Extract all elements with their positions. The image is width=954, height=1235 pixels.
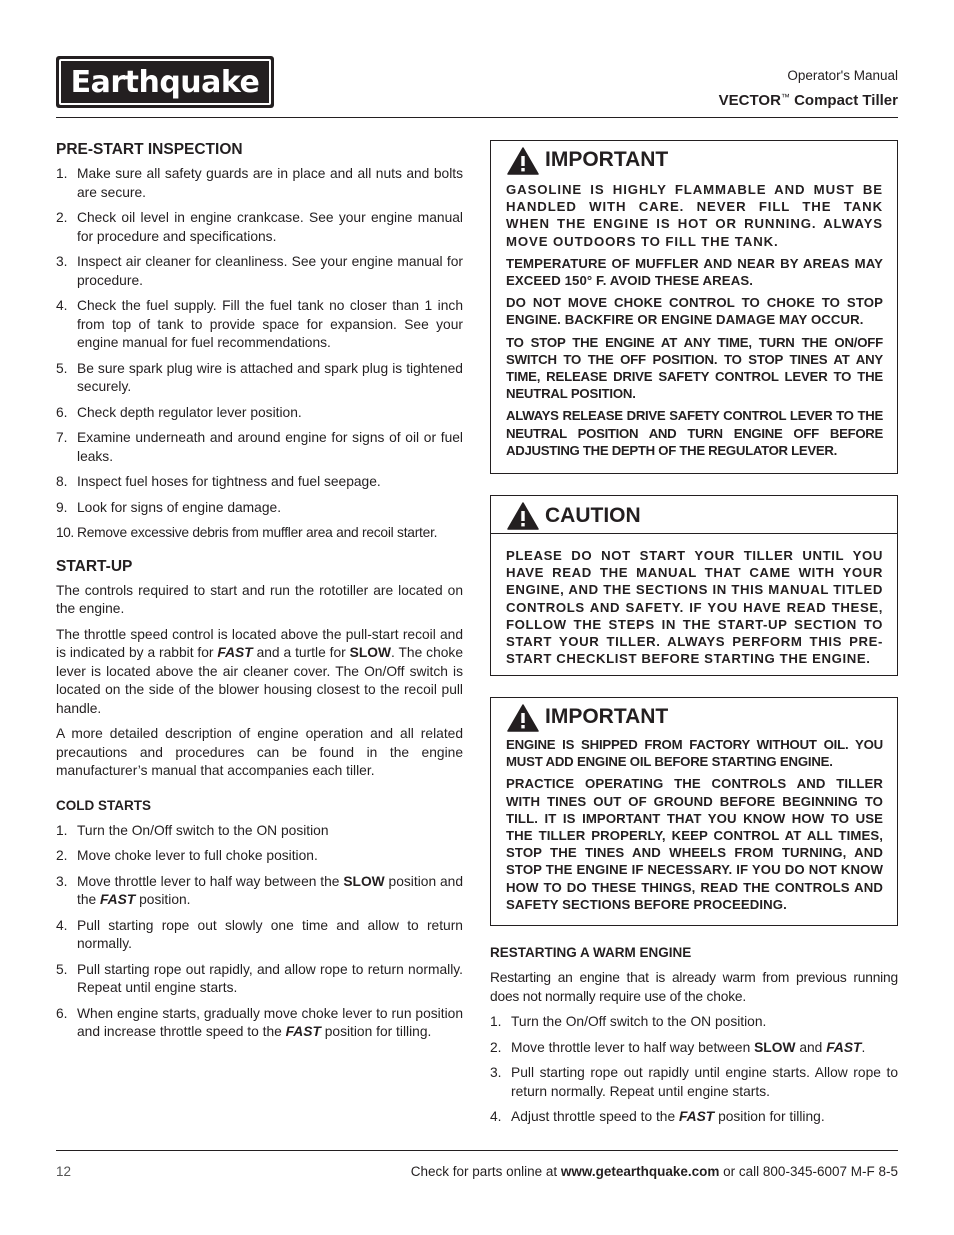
caution-box xyxy=(490,495,898,676)
list-item xyxy=(490,1108,898,1127)
warm-start-heading: RESTARTING A WARM ENGINE xyxy=(490,945,692,960)
list-item xyxy=(56,209,463,246)
item-text: Turn the On/Off switch to the ON position. xyxy=(511,1014,767,1029)
text-run: position for tilling. xyxy=(320,1024,432,1039)
warning-paragraph: TEMPERATURE OF MUFFLER AND NEAR BY AREAS MAY EXCEED 150° F. AVOID THESE AREAS. xyxy=(506,255,883,289)
cold-starts-heading: COLD STARTS xyxy=(56,797,151,813)
item-text xyxy=(511,1039,898,1058)
item-text xyxy=(511,1108,898,1127)
item-number: 7. xyxy=(56,430,68,445)
left-column xyxy=(56,140,463,1049)
text-run: When engine starts, gradually move choke lever to run position and increase throttle speed to the xyxy=(77,1005,463,1039)
warning-paragraph: DO NOT MOVE CHOKE CONTROL TO CHOKE TO STOP ENGINE. BACKFIRE OR ENGINE DAMAGE MAY OCCUR. xyxy=(506,295,883,328)
important-box-fuel xyxy=(490,140,898,474)
trademark-symbol: ™ xyxy=(780,92,790,102)
item-text: Turn the On/Off switch to the ON position xyxy=(77,822,329,838)
item-text xyxy=(77,873,463,910)
important-title: IMPORTANT xyxy=(545,148,669,172)
item-text: Inspect air cleaner for cleanliness. See your engine manual for procedure. xyxy=(77,254,463,288)
item-text: Be sure spark plug wire is attached and spark plug is tightened securely. xyxy=(77,360,463,394)
list-item xyxy=(56,473,463,492)
item-text: Examine underneath and around engine for signs of oil or fuel leaks. xyxy=(77,430,463,464)
list-item xyxy=(56,822,463,841)
warm-start-intro: Restarting an engine that is already warm from previous running does not normally require use of the choke. xyxy=(490,970,898,1004)
caution-header xyxy=(491,496,897,534)
text-run: . The choke lever is located above the air cleaner cover. The On/Off switch is located on the side of the blower housing closest to the recoil pull handle. xyxy=(56,645,463,716)
item-text: Pull starting rope out rapidly, and allow rope to return normally. Repeat until engine starts. xyxy=(77,961,463,995)
list-item xyxy=(56,360,463,397)
item-number: 3. xyxy=(56,254,68,269)
brand-logo xyxy=(56,56,274,108)
warning-paragraph: TO STOP THE ENGINE AT ANY TIME, TURN THE ON/OFF SWITCH TO THE OFF POSITION. TO STOP TINES AT ANY TIME, RELEASE DRIVE SAFETY CONTROL LEVER TO THE NEUTRAL POSITION. xyxy=(506,334,883,402)
text-run: and xyxy=(795,1039,827,1055)
logo-text: Earthquake xyxy=(70,64,260,100)
slow-term: SLOW xyxy=(754,1039,796,1055)
list-item xyxy=(490,1064,898,1101)
item-text: Check depth regulator lever position. xyxy=(77,404,302,420)
fast-term: FAST xyxy=(826,1039,862,1055)
item-text: Pull starting rope out slowly one time and allow to return normally. xyxy=(77,917,463,951)
text-run: position for tilling. xyxy=(714,1109,825,1124)
item-number: 1. xyxy=(56,822,68,838)
important-header xyxy=(491,141,897,177)
item-number: 3. xyxy=(490,1065,502,1080)
text-run: position. xyxy=(135,892,191,907)
warning-triangle-icon xyxy=(507,704,539,732)
footer-divider xyxy=(56,1150,898,1151)
caution-title: CAUTION xyxy=(545,503,641,527)
item-number: 2. xyxy=(56,848,68,863)
list-item xyxy=(56,873,463,910)
list-item xyxy=(56,429,463,466)
cold-starts-list xyxy=(56,822,463,1042)
text-run: Adjust throttle speed to the xyxy=(511,1109,679,1124)
list-item xyxy=(56,847,463,866)
list-item xyxy=(56,253,463,290)
product-suffix: Compact Tiller xyxy=(789,92,898,109)
fast-term: FAST xyxy=(100,892,136,907)
list-item xyxy=(56,1005,463,1042)
slow-term: SLOW xyxy=(343,873,385,889)
list-item xyxy=(56,499,463,518)
product-name: VECTOR xyxy=(718,92,781,109)
start-up-paragraph: A more detailed description of engine operation and all related precautions and procedures can be found in the engine manufacturer’s manual that accompanies each tiller. xyxy=(56,726,463,778)
item-number: 4. xyxy=(490,1109,502,1124)
item-number: 5. xyxy=(56,961,68,977)
item-number: 1. xyxy=(56,166,68,181)
warning-paragraph: PRACTICE OPERATING THE CONTROLS AND TILLER WITH TINES OUT OF GROUND BEFORE BEGINNING TO TILL. IT IS IMPORTANT THAT YOU KNOW HOW TO USE THE TILLER PROPERLY, KEEP CONTROL AT ALL TIMES, STOP THE TINES AND WHEELS FROM TURNING, AND STOP THE ENGINE IF NECESSARY. IF YOU DO NOT KNOW HOW TO DO THESE THINGS, READ THE CONTROLS AND SAFETY SECTIONS BEFORE PROCEEDING. xyxy=(506,776,883,912)
warning-paragraph: ENGINE IS SHIPPED FROM FACTORY WITHOUT OIL. YOU MUST ADD ENGINE OIL BEFORE STARTING ENGINE. xyxy=(506,737,883,770)
item-number: 10. xyxy=(56,525,74,540)
start-up-paragraph: The controls required to start and run the rototiller are located on the engine. xyxy=(56,582,463,616)
item-number: 8. xyxy=(56,474,68,489)
logo-frame xyxy=(59,59,271,105)
warning-paragraph: PLEASE DO NOT START YOUR TILLER UNTIL YOU HAVE READ THE MANUAL THAT CAME WITH YOUR ENGINE, AND THE SECTIONS IN THIS MANUAL TITLED CONTROLS AND SAFETY. IF YOU HAVE READ THESE, FOLLOW THE STEPS IN THE START-UP SECTION TO START YOUR TILLER. ALWAYS PERFORM THIS PRE-START CHECKLIST BEFORE STARTING THE ENGINE. xyxy=(506,548,883,667)
footer-contact xyxy=(411,1164,898,1179)
important-box-oil xyxy=(490,697,898,926)
item-text: Move choke lever to full choke position. xyxy=(77,848,318,863)
list-item xyxy=(56,917,463,954)
item-number: 6. xyxy=(56,1005,68,1021)
important-title: IMPORTANT xyxy=(545,705,669,729)
item-number: 2. xyxy=(490,1039,502,1055)
item-number: 5. xyxy=(56,360,68,376)
item-text: Inspect fuel hoses for tightness and fuel seepage. xyxy=(77,474,381,489)
item-number: 1. xyxy=(490,1014,502,1029)
list-item xyxy=(56,961,463,998)
important-body xyxy=(491,734,897,926)
warning-paragraph: GASOLINE IS HIGHLY FLAMMABLE AND MUST BE HANDLED WITH CARE. NEVER FILL THE TANK WHEN THE ENGINE IS HOT OR RUNNING. ALWAYS MOVE OUTDOORS TO FILL THE TANK. xyxy=(506,182,883,249)
page-number: 12 xyxy=(56,1164,72,1179)
fast-term: FAST xyxy=(285,1024,321,1039)
fast-term: FAST xyxy=(678,1109,715,1124)
list-item xyxy=(56,297,463,353)
manual-label: Operator's Manual xyxy=(787,68,898,83)
start-up-heading: START-UP xyxy=(56,557,133,575)
warm-start-list xyxy=(490,1013,898,1127)
item-number: 9. xyxy=(56,499,68,515)
list-item xyxy=(490,1039,898,1058)
item-text: Remove excessive debris from muffler area and recoil starter. xyxy=(77,525,438,540)
text-run: The throttle speed control is located above the pull-start recoil and is indicated by a rabbit for xyxy=(56,626,463,660)
footer-text: or call 800-345-6007 M-F 8-5 xyxy=(719,1164,898,1179)
item-number: 2. xyxy=(56,210,68,225)
list-item xyxy=(56,404,463,423)
pre-start-heading: PRE-START INSPECTION xyxy=(56,141,243,158)
item-text xyxy=(77,1005,463,1042)
list-item xyxy=(56,524,463,543)
item-number: 4. xyxy=(56,917,68,933)
product-title xyxy=(719,87,898,111)
warning-triangle-icon xyxy=(507,502,539,530)
item-number: 4. xyxy=(56,298,68,313)
header-product-info xyxy=(719,67,898,111)
warning-triangle-icon xyxy=(507,147,539,175)
text-run: position and the xyxy=(77,873,463,907)
important-header xyxy=(491,698,897,734)
right-column xyxy=(490,140,898,1134)
list-item xyxy=(490,1013,898,1032)
text-run: . xyxy=(861,1039,866,1055)
warning-paragraph: ALWAYS RELEASE DRIVE SAFETY CONTROL LEVER TO THE NEUTRAL POSITION AND TURN ENGINE OFF BEFORE ADJUSTING THE DEPTH OF THE REGULATOR LEVER. xyxy=(506,408,883,458)
item-text: Pull starting rope out rapidly until engine starts. Allow rope to return normally. Repeat until engine starts. xyxy=(511,1065,898,1099)
item-text: Make sure all safety guards are in place and all nuts and bolts are secure. xyxy=(77,166,463,200)
slow-term: SLOW xyxy=(349,645,392,660)
item-text: Look for signs of engine damage. xyxy=(77,499,282,515)
start-up-paragraph xyxy=(56,626,463,719)
text-run: Move throttle lever to half way between xyxy=(511,1039,755,1055)
fast-term: FAST xyxy=(217,645,253,660)
item-number: 3. xyxy=(56,873,68,889)
list-item xyxy=(56,165,463,202)
website-link[interactable]: www.getearthquake.com xyxy=(560,1164,720,1179)
item-text: Check the fuel supply. Fill the fuel tank no closer than 1 inch from top of tank to provide space for expansion. See your engine manual for fuel recommendations. xyxy=(77,298,463,350)
item-text: Check oil level in engine crankcase. See your engine manual for procedure and specifications. xyxy=(77,210,463,244)
text-run: and a turtle for xyxy=(252,645,350,660)
text-run: Move throttle lever to half way between the xyxy=(77,873,344,889)
header-divider xyxy=(56,117,898,118)
item-number: 6. xyxy=(56,404,68,420)
pre-start-list xyxy=(56,165,463,543)
caution-body xyxy=(491,534,897,680)
footer-text: Check for parts online at xyxy=(410,1164,561,1179)
important-body xyxy=(491,177,897,472)
